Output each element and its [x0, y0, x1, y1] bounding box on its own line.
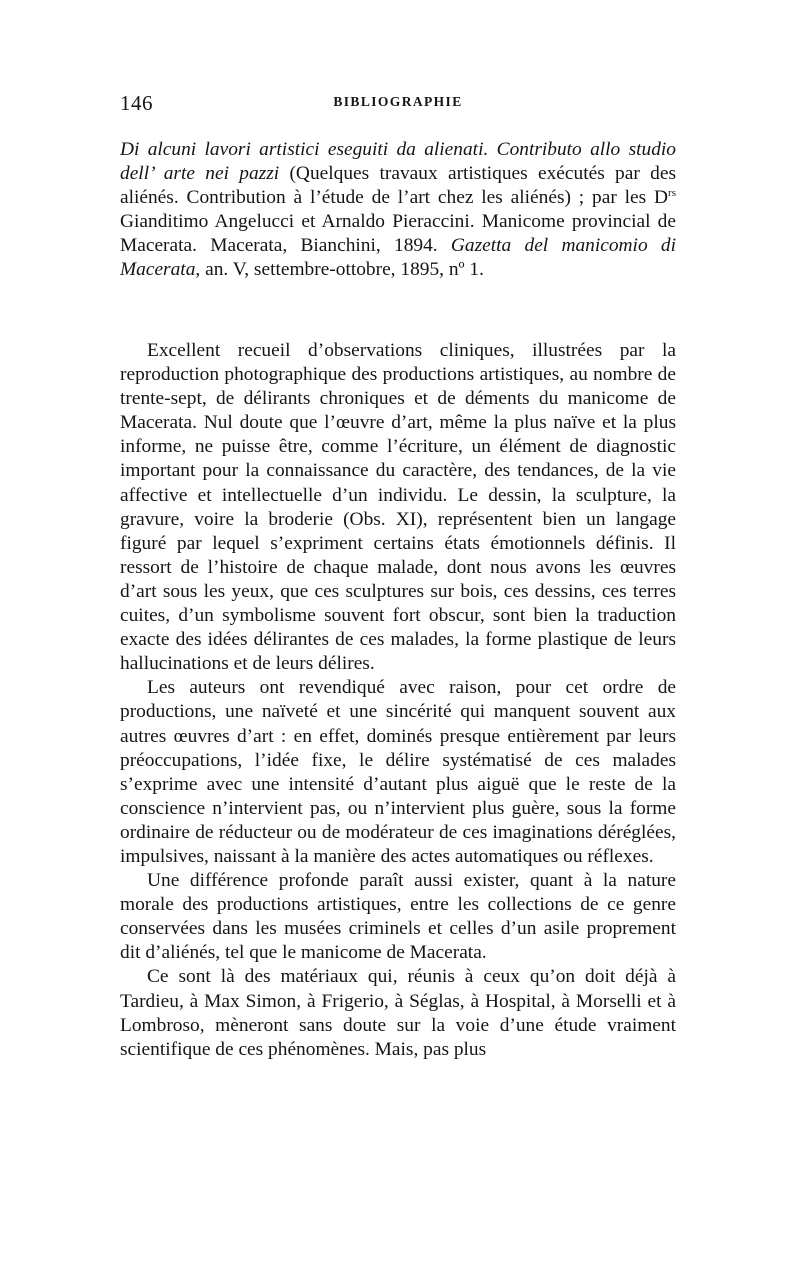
review-paragraph: Excellent recueil d’observations cliniques, illustrées par la reproduction photographique des productions artistiques, au nombre de trente-sept, de délirants chroniques et de déments du manicome de Macerata. Nul doute que l’œuvre d’art, même la plus naïve et la plus informe, ne puisse être, comme l’écriture, un élément de diagnostic important pour la connaissance du caractère, des tendances, de la vie affective et intellectuelle d’un individu. Le dessin, la sculpture, la gravure, voire la broderie (Obs. XI), représentent bien un langage figuré par lequel s’expriment certains états émotionnels définis. Il ressort de l’histoire de chaque malade, dont nous avons les œuvres d’art sous les yeux, que ces sculptures sur bois, ces dessins, ces terres cuites, d’un symbolisme souvent fort obscur, sont bien la traduction exacte des idées délirantes de ces malades, la forme plastique de leurs hallucinations et de leurs délires.	[120, 340, 676, 675]
citation-authors-publisher: Gianditimo Angelucci et Arnaldo Pieraccini. Manicome provincial de Macerata. Macerata, Bianchini, 1894.	[120, 211, 676, 257]
citation-entry	[120, 138, 676, 283]
review-paragraph: Ce sont là des matériaux qui, réunis à ceux qu’on doit déjà à Tardieu, à Max Simon, à Frigerio, à Séglas, à Hospital, à Morselli et à Lombroso, mèneront sans doute sur la voie d’une étude vraiment scientifique de ces phénomènes. Mais, pas plus	[120, 966, 676, 1060]
review-text	[120, 339, 676, 1062]
review-paragraph: Une différence profonde paraît aussi exister, quant à la nature morale des productions artistiques, entre les collections de ce genre conservées dans les musées criminels et celles d’un asile proprement dit d’aliénés, tel que le manicome de Macerata.	[120, 870, 676, 964]
page-header	[120, 91, 676, 117]
review-paragraph: Les auteurs ont revendiqué avec raison, pour cet ordre de productions, une naïveté et une sincérité qui manquent souvent aux autres œuvres d’art : en effet, dominés presque entièrement par leurs préoccupations, l’idée fixe, le délire systématisé de ces malades s’exprime avec une intensité d’autant plus aiguë que le reste de la conscience n’intervient pas, ou n’intervient plus guère, sous la forme ordinaire de réducteur ou de modérateur de ces imaginations déréglées, impulsives, naissant à la manière des actes automatiques ou réflexes.	[120, 677, 676, 867]
citation-description: (Quelques travaux artistiques exécutés par des aliénés. Contribution à l’étude de l’art chez les aliénés) ; par les D	[120, 163, 676, 209]
doctors-superscript: rs	[668, 187, 676, 200]
bibliographic-citation	[120, 138, 676, 283]
journal-title: Gazetta del manicomio di Macerata	[120, 235, 676, 281]
page-number: 146	[120, 91, 153, 115]
citation-title: Di alcuni lavori artistici eseguiti da alienati. Contributo allo studio dell’ arte nei pazzi	[120, 139, 676, 185]
running-head: BIBLIOGRAPHIE	[333, 94, 463, 109]
citation-issue: , an. V, settembre-ottobre, 1895, nº 1.	[195, 259, 484, 281]
